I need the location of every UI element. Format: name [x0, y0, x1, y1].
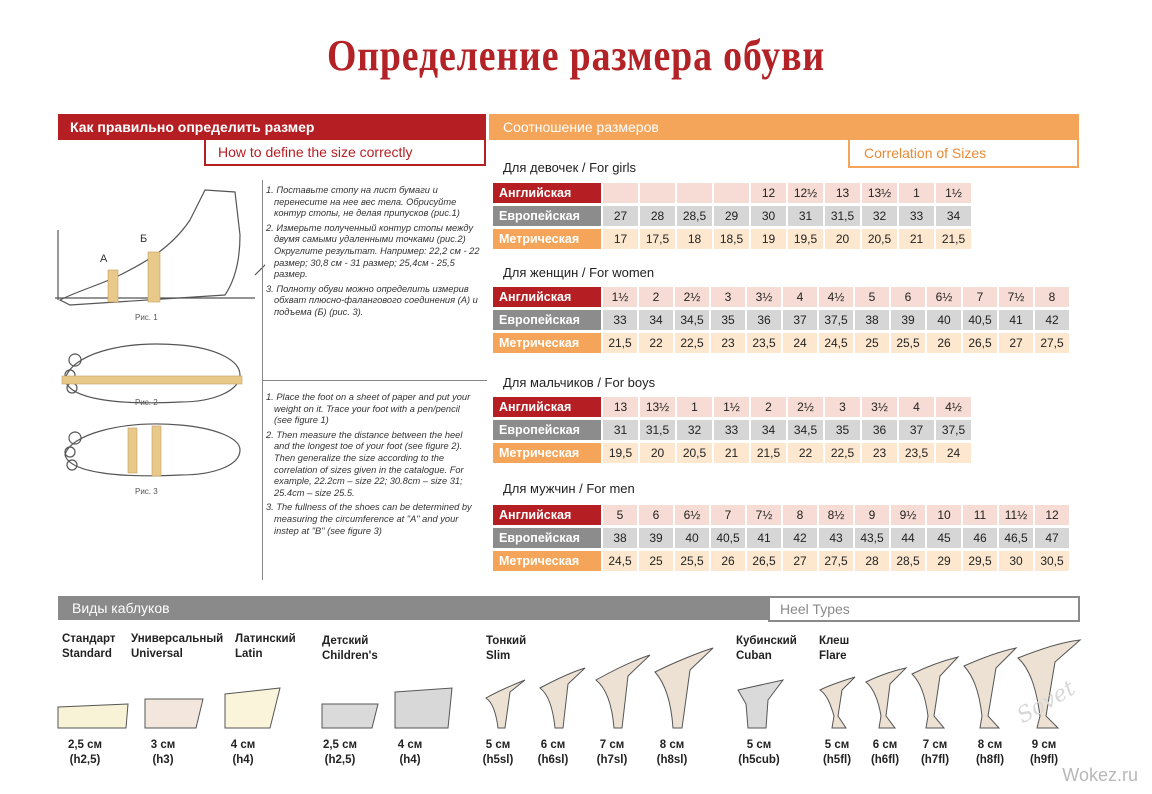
size-cell: 44	[891, 528, 925, 548]
size-row-metric	[493, 333, 1069, 353]
size-cell: 21,5	[751, 443, 786, 463]
size-cell: 12	[751, 183, 786, 203]
size-cell: 32	[862, 206, 897, 226]
size-cell: 21	[899, 229, 934, 249]
watermark-sovet: Sovet	[1012, 676, 1080, 729]
heel-size-flare-7: 7 см (h7fl)	[920, 739, 950, 766]
size-cell: 2½	[675, 287, 709, 307]
heel-slim6-shape	[540, 668, 585, 728]
size-cell: 47	[1035, 528, 1069, 548]
size-cell: 22	[639, 333, 673, 353]
size-cell: 26	[711, 551, 745, 571]
size-cell: 32	[677, 420, 712, 440]
size-cell: 7	[963, 287, 997, 307]
instruction-ru-2: 2. Измерьте полученный контур стопы между двумя самыми удаленными точками (рис.2) Округлите результат. Например: 22,2 см - 22 размер; 30,8 см - 31 размер; 25,4см - 25,5 размер.	[266, 222, 480, 280]
heel-size-slim-5: 5 см (h5sl)	[482, 739, 514, 766]
watermark: Wokez.ru	[1062, 765, 1138, 785]
heel-type-flare: Клеш Flare	[819, 635, 850, 662]
instructions-en	[266, 392, 480, 540]
size-cell: 31	[603, 420, 638, 440]
size-cell: 26	[927, 333, 961, 353]
size-cell: 26,5	[963, 333, 997, 353]
heel-cuban-shape	[738, 680, 783, 728]
size-cell: 17,5	[640, 229, 675, 249]
size-cell: 33	[899, 206, 934, 226]
size-cell: 39	[891, 310, 925, 330]
heel-type-cuban: Кубинский Cuban	[736, 635, 797, 662]
size-cell: 11½	[999, 505, 1033, 525]
size-cell: 41	[999, 310, 1033, 330]
right-header-en: Correlation of Sizes	[848, 140, 1079, 168]
size-cell: 31,5	[640, 420, 675, 440]
size-cell: 28,5	[891, 551, 925, 571]
size-cell: 23,5	[747, 333, 781, 353]
size-cell: 38	[855, 310, 889, 330]
size-row-european	[493, 420, 971, 440]
heel-flare8-shape	[964, 648, 1016, 728]
size-cell: 37,5	[819, 310, 853, 330]
size-cell: 22,5	[825, 443, 860, 463]
heel-slim8-shape	[655, 648, 713, 728]
size-cell: 10	[927, 505, 961, 525]
size-row-metric	[493, 443, 971, 463]
size-cell	[603, 183, 638, 203]
size-table-girls	[491, 180, 973, 252]
size-cell: 35	[711, 310, 745, 330]
size-cell: 19	[751, 229, 786, 249]
label-b: Б	[140, 233, 148, 245]
size-cell: 22,5	[675, 333, 709, 353]
divider-horizontal	[262, 380, 487, 381]
heel-flare6-shape	[866, 668, 906, 728]
size-row-european	[493, 206, 971, 226]
size-cell: 9	[855, 505, 889, 525]
size-cell: 3	[825, 397, 860, 417]
size-cell: 1	[677, 397, 712, 417]
size-cell: 30	[999, 551, 1033, 571]
size-cell: 34	[639, 310, 673, 330]
instructions-ru	[266, 185, 480, 322]
size-cell: 13	[603, 397, 638, 417]
heel-size-flare-6: 6 см (h6fl)	[870, 739, 900, 766]
size-cell: 7	[711, 505, 745, 525]
size-cell: 27,5	[819, 551, 853, 571]
fig1-caption: Рис. 1	[135, 313, 158, 322]
size-cell: 18	[677, 229, 712, 249]
instruction-en-2: 2. Then measure the distance between the heel and the longest toe of your foot (see figure 2). Then generalize the size according to the correlation of sizes given in the catalogue. For example, 22.2cm – size 22; 30.8cm – size 31; 25.4cm – size 25.5.	[266, 429, 464, 498]
size-table-men	[491, 502, 1071, 574]
heel-slim5-shape	[486, 680, 525, 728]
size-cell: 40,5	[963, 310, 997, 330]
size-cell: 30	[751, 206, 786, 226]
instruction-ru-3: 3. Полноту обуви можно определить измерив обхват плюсно-фалангового соединения (А) и подъема (Б) (рис. 3).	[266, 283, 478, 317]
right-header: Соотношение размеров	[489, 114, 1079, 140]
size-cell: 31,5	[825, 206, 860, 226]
size-cell: 8	[783, 505, 817, 525]
label-a: А	[100, 253, 108, 265]
size-cell: 4½	[936, 397, 971, 417]
row-label-english: Английская	[493, 397, 601, 417]
heel-type-latin: Латинский Latin	[235, 633, 296, 660]
size-cell: 2	[639, 287, 673, 307]
size-cell: 12	[1035, 505, 1069, 525]
heel-type-children: Детский Children's	[322, 635, 378, 662]
row-label-english: Английская	[493, 505, 601, 525]
size-cell: 29	[927, 551, 961, 571]
row-label-metric: Метрическая	[493, 333, 601, 353]
size-cell: 37	[783, 310, 817, 330]
group-title-boys: Для мальчиков / For boys	[503, 375, 656, 390]
size-cell: 36	[862, 420, 897, 440]
row-label-english: Английская	[493, 183, 601, 203]
size-cell: 6½	[927, 287, 961, 307]
size-cell: 1½	[936, 183, 971, 203]
size-cell: 20	[640, 443, 675, 463]
size-row-european	[493, 310, 1069, 330]
heel-size-universal: 3 см (h3)	[150, 739, 176, 766]
size-cell: 3½	[747, 287, 781, 307]
heel-size-flare-8: 8 см (h8fl)	[975, 739, 1005, 766]
size-cell: 1½	[603, 287, 637, 307]
size-cell	[640, 183, 675, 203]
size-cell: 7½	[999, 287, 1033, 307]
heel-size-flare-5: 5 см (h5fl)	[822, 739, 852, 766]
left-header: Как правильно определить размер	[58, 114, 486, 140]
heel-type-slim: Тонкий Slim	[486, 635, 527, 662]
instruction-en-3: 3. The fullness of the shoes can be determined by measuring the circumference at "A" and your instep at "B" (see figure 3)	[266, 502, 472, 536]
size-cell: 41	[747, 528, 781, 548]
heel-children-shape	[322, 704, 378, 728]
size-cell: 25	[639, 551, 673, 571]
left-header-en: How to define the size correctly	[204, 140, 486, 166]
size-cell: 27	[603, 206, 638, 226]
size-cell: 3½	[862, 397, 897, 417]
size-cell: 34	[936, 206, 971, 226]
size-cell: 21,5	[603, 333, 637, 353]
size-cell: 46,5	[999, 528, 1033, 548]
heel-slim7-shape	[596, 655, 650, 728]
size-cell: 20,5	[677, 443, 712, 463]
size-cell: 31	[788, 206, 823, 226]
size-cell: 37	[899, 420, 934, 440]
fig2-caption: Рис. 2	[135, 398, 158, 407]
row-label-european: Европейская	[493, 528, 601, 548]
size-cell: 40	[927, 310, 961, 330]
size-cell: 7½	[747, 505, 781, 525]
size-cell: 33	[603, 310, 637, 330]
heel-header: Виды каблуков	[58, 596, 1080, 620]
size-row-english	[493, 287, 1069, 307]
size-cell: 24,5	[819, 333, 853, 353]
heel-universal-shape	[145, 699, 203, 728]
size-cell: 29	[714, 206, 749, 226]
size-cell: 42	[1035, 310, 1069, 330]
heel-children4-shape	[395, 688, 452, 728]
row-label-european: Европейская	[493, 420, 601, 440]
size-cell: 5	[603, 505, 637, 525]
size-cell: 24	[783, 333, 817, 353]
size-cell: 4	[899, 397, 934, 417]
size-cell: 8½	[819, 505, 853, 525]
size-table-boys	[491, 394, 973, 466]
size-cell: 33	[714, 420, 749, 440]
size-cell: 43	[819, 528, 853, 548]
size-cell: 8	[1035, 287, 1069, 307]
size-cell: 9½	[891, 505, 925, 525]
size-cell: 17	[603, 229, 638, 249]
size-cell: 28	[640, 206, 675, 226]
row-label-english: Английская	[493, 287, 601, 307]
size-cell: 36	[747, 310, 781, 330]
size-row-english	[493, 397, 971, 417]
size-row-english	[493, 505, 1069, 525]
heel-size-slim-7: 7 см (h7sl)	[596, 739, 628, 766]
size-cell: 28,5	[677, 206, 712, 226]
size-cell: 4	[783, 287, 817, 307]
row-label-metric: Метрическая	[493, 443, 601, 463]
heel-size-standard: 2,5 см (h2,5)	[67, 739, 103, 766]
heel-flare5-shape	[820, 677, 855, 728]
size-row-metric	[493, 229, 971, 249]
size-cell: 23	[711, 333, 745, 353]
size-cell: 2½	[788, 397, 823, 417]
heel-standard-shape	[58, 704, 128, 728]
size-cell: 27,5	[1035, 333, 1069, 353]
size-cell: 13½	[862, 183, 897, 203]
size-cell: 34,5	[788, 420, 823, 440]
size-cell: 27	[783, 551, 817, 571]
page-title: Определение размера обуви	[326, 31, 826, 80]
size-cell: 21	[714, 443, 749, 463]
size-cell: 29,5	[963, 551, 997, 571]
size-cell: 20	[825, 229, 860, 249]
instruction-ru-1: 1. Поставьте стопу на лист бумаги и перенесите на нее вес тела. Обрисуйте контур стопы, не делая припусков (рис.1)	[266, 185, 460, 219]
size-cell: 5	[855, 287, 889, 307]
size-cell: 18,5	[714, 229, 749, 249]
instruction-en-1: 1. Place the foot on a sheet of paper and put your weight on it. Trace your foot with a pen/pencil (see figure 1)	[266, 392, 471, 426]
size-cell: 24,5	[603, 551, 637, 571]
row-label-metric: Метрическая	[493, 229, 601, 249]
size-cell: 46	[963, 528, 997, 548]
size-cell: 26,5	[747, 551, 781, 571]
size-row-european	[493, 528, 1069, 548]
size-cell: 40	[675, 528, 709, 548]
row-label-european: Европейская	[493, 206, 601, 226]
group-title-girls: Для девочек / For girls	[503, 160, 637, 175]
size-cell: 28	[855, 551, 889, 571]
heel-flare7-shape	[912, 657, 958, 728]
heel-size-children-4: 4 см (h4)	[397, 739, 423, 766]
size-cell: 30,5	[1035, 551, 1069, 571]
heel-size-flare-9: 9 см (h9fl)	[1029, 739, 1059, 766]
size-cell: 24	[936, 443, 971, 463]
size-cell: 39	[639, 528, 673, 548]
size-cell: 25	[855, 333, 889, 353]
size-cell: 11	[963, 505, 997, 525]
size-cell: 20,5	[862, 229, 897, 249]
size-cell: 6	[891, 287, 925, 307]
heel-type-standard: Стандарт Standard	[62, 633, 116, 660]
size-table-women	[491, 284, 1071, 356]
size-cell: 6½	[675, 505, 709, 525]
size-cell: 34,5	[675, 310, 709, 330]
size-cell: 13	[825, 183, 860, 203]
size-cell: 19,5	[603, 443, 638, 463]
heel-size-slim-6: 6 см (h6sl)	[537, 739, 569, 766]
size-row-metric	[493, 551, 1069, 571]
heel-size-cuban: 5 см (h5cub)	[738, 739, 780, 766]
size-cell	[714, 183, 749, 203]
size-cell: 27	[999, 333, 1033, 353]
size-cell: 1	[899, 183, 934, 203]
size-cell: 25,5	[675, 551, 709, 571]
size-cell: 21,5	[936, 229, 971, 249]
heel-shapes	[0, 630, 1152, 740]
size-cell: 23,5	[899, 443, 934, 463]
size-cell: 23	[862, 443, 897, 463]
row-label-metric: Метрическая	[493, 551, 601, 571]
size-cell: 12½	[788, 183, 823, 203]
group-title-women: Для женщин / For women	[503, 265, 655, 280]
heel-header-en: Heel Types	[768, 596, 1080, 622]
size-cell: 42	[783, 528, 817, 548]
group-title-men: Для мужчин / For men	[503, 481, 635, 496]
size-cell: 25,5	[891, 333, 925, 353]
size-row-english	[493, 183, 971, 203]
heel-latin-shape	[225, 688, 280, 728]
size-cell: 13½	[640, 397, 675, 417]
heel-type-universal: Универсальный Universal	[131, 633, 224, 660]
foot-illustration	[40, 180, 265, 500]
size-cell: 1½	[714, 397, 749, 417]
size-cell: 34	[751, 420, 786, 440]
size-cell: 38	[603, 528, 637, 548]
size-cell: 40,5	[711, 528, 745, 548]
size-cell: 35	[825, 420, 860, 440]
size-cell: 22	[788, 443, 823, 463]
size-cell: 2	[751, 397, 786, 417]
heel-size-children-25: 2,5 см (h2,5)	[322, 739, 358, 766]
size-cell: 3	[711, 287, 745, 307]
size-cell: 37,5	[936, 420, 971, 440]
fig3-caption: Рис. 3	[135, 487, 158, 496]
heel-size-latin: 4 см (h4)	[230, 739, 256, 766]
size-cell: 4½	[819, 287, 853, 307]
size-cell: 19,5	[788, 229, 823, 249]
size-cell: 43,5	[855, 528, 889, 548]
size-cell: 6	[639, 505, 673, 525]
heel-size-slim-8: 8 см (h8sl)	[656, 739, 688, 766]
size-cell: 45	[927, 528, 961, 548]
size-cell	[677, 183, 712, 203]
row-label-european: Европейская	[493, 310, 601, 330]
